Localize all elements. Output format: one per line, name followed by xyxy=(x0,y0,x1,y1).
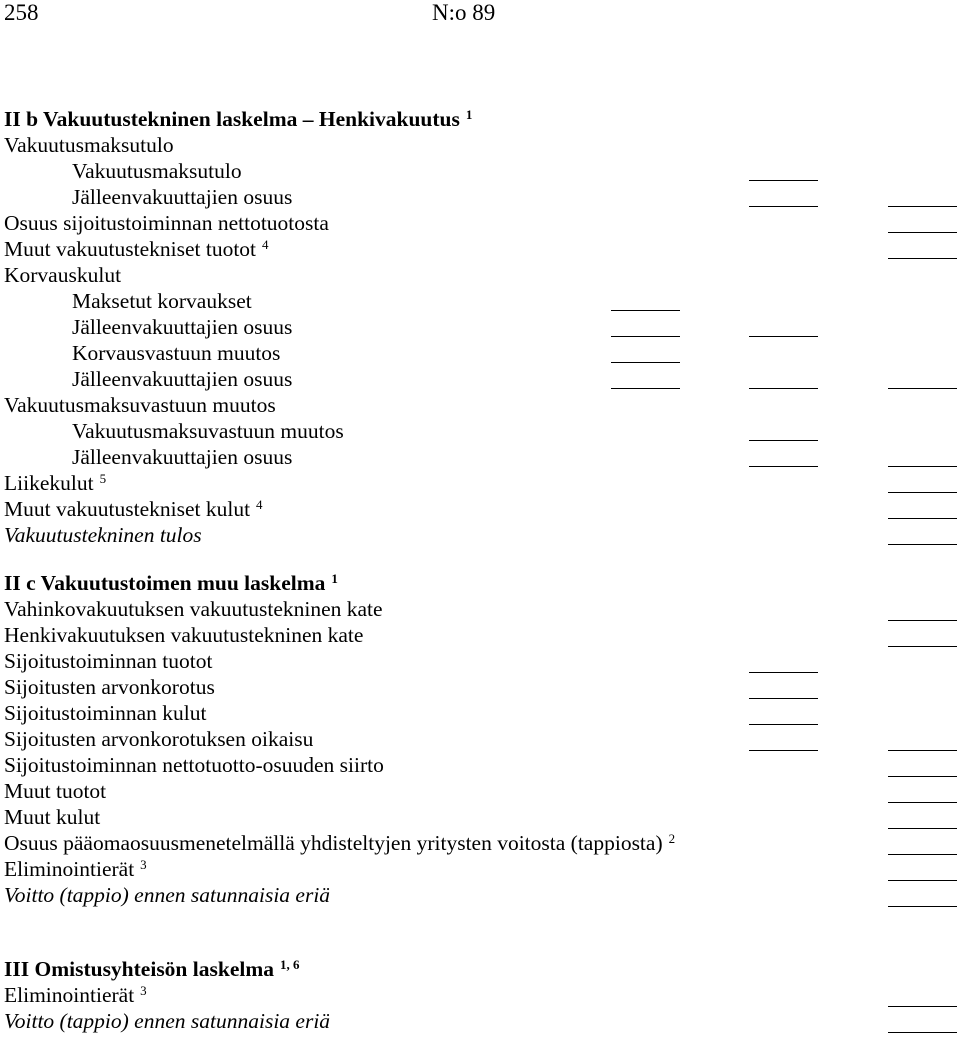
line-sijoitusten-arvonkorotus: Sijoitusten arvonkorotus xyxy=(4,675,215,699)
line-vakuutustekninen-tulos: Vakuutustekninen tulos xyxy=(4,523,202,547)
section-IIb-title: II b Vakuutustekninen laskelma – Henkivakuutus $^1$ xyxy=(4,107,473,131)
line-vakuutusmaksutulo-sub: Vakuutusmaksutulo xyxy=(72,159,242,183)
amount-rule xyxy=(749,466,818,467)
amount-rule xyxy=(888,906,957,907)
amount-rule xyxy=(888,854,957,855)
amount-rule xyxy=(611,388,680,389)
amount-rule xyxy=(888,492,957,493)
footnote-marker: 1 xyxy=(465,107,473,122)
amount-rule xyxy=(888,1032,957,1033)
amount-rule xyxy=(888,518,957,519)
line-muut-tuotot: Muut vakuutustekniset tuotot $^4$ xyxy=(4,237,269,261)
amount-rule xyxy=(749,672,818,673)
amount-rule xyxy=(888,750,957,751)
amount-rule xyxy=(888,620,957,621)
page-number: 258 xyxy=(4,0,39,25)
footnote-marker: 5 xyxy=(99,471,107,486)
line-vakuutusmaksutulo: Vakuutusmaksutulo xyxy=(4,133,174,157)
line-sijoitustoiminnan-tuotot: Sijoitustoiminnan tuotot xyxy=(4,649,213,673)
amount-rule xyxy=(888,880,957,881)
amount-rule xyxy=(749,206,818,207)
amount-rule xyxy=(888,258,957,259)
amount-rule xyxy=(888,646,957,647)
line-nettotuotto-siirto: Sijoitustoiminnan nettotuotto-osuuden siirto xyxy=(4,753,384,777)
line-voitto-ennen-satunnaisia: Voitto (tappio) ennen satunnaisia eriä xyxy=(4,883,331,907)
line-korvauskulut: Korvauskulut xyxy=(4,263,122,287)
line-henkivakuutuksen-kate: Henkivakuutuksen vakuutustekninen kate xyxy=(4,623,364,647)
line-korvausvastuun-muutos: Korvausvastuun muutos xyxy=(72,341,281,365)
line-osuus-paaomaosuus: Osuus pääomaosuusmenetelmällä yhdisteltyjen yritysten voitosta (tappiosta) $^2$ xyxy=(4,831,676,855)
line-maksetut-korvaukset: Maksetut korvaukset xyxy=(72,289,252,313)
line-vahinkovakuutuksen-kate: Vahinkovakuutuksen vakuutustekninen kate xyxy=(4,597,383,621)
section-IIc-title: II c Vakuutustoimen muu laskelma $^1$ xyxy=(4,571,338,595)
footnote-marker: 1 xyxy=(331,571,338,586)
page-header xyxy=(4,0,504,28)
line-jalleenvakuuttajien-osuus: Jälleenvakuuttajien osuus xyxy=(72,315,293,339)
amount-rule xyxy=(888,232,957,233)
footnote-marker: 1, 6 xyxy=(280,957,300,972)
amount-rule xyxy=(888,466,957,467)
line-jalleenvakuuttajien-osuus: Jälleenvakuuttajien osuus xyxy=(72,367,293,391)
amount-rule xyxy=(888,776,957,777)
line-jalleenvakuuttajien-osuus: Jälleenvakuuttajien osuus xyxy=(72,185,293,209)
line-muut-kulut: Muut vakuutustekniset kulut $^4$ xyxy=(4,497,263,521)
amount-rule xyxy=(888,802,957,803)
amount-rule xyxy=(749,180,818,181)
amount-rule xyxy=(749,698,818,699)
line-voitto-ennen-satunnaisia: Voitto (tappio) ennen satunnaisia eriä xyxy=(4,1009,331,1033)
amount-rule xyxy=(888,828,957,829)
line-vakuutusmaksuvastuun-muutos: Vakuutusmaksuvastuun muutos xyxy=(4,393,276,417)
footnote-marker: 2 xyxy=(668,831,676,846)
amount-rule xyxy=(611,336,680,337)
line-eliminointierat: Eliminointierät $^3$ xyxy=(4,857,147,881)
footnote-marker: 3 xyxy=(140,983,147,998)
amount-rule xyxy=(749,724,818,725)
amount-rule xyxy=(888,206,957,207)
line-muut-tuotot: Muut tuotot xyxy=(4,779,107,803)
amount-rule xyxy=(611,310,680,311)
amount-rule xyxy=(611,362,680,363)
amount-rule xyxy=(749,750,818,751)
line-liikekulut: Liikekulut $^5$ xyxy=(4,471,107,495)
series-number: N:o 89 xyxy=(432,0,496,25)
amount-rule xyxy=(888,388,957,389)
line-jalleenvakuuttajien-osuus: Jälleenvakuuttajien osuus xyxy=(72,445,293,469)
line-arvonkorotuksen-oikaisu: Sijoitusten arvonkorotuksen oikaisu xyxy=(4,727,314,751)
footnote-marker: 3 xyxy=(140,857,147,872)
amount-rule xyxy=(749,440,818,441)
amount-rule xyxy=(888,544,957,545)
line-muut-kulut: Muut kulut xyxy=(4,805,101,829)
line-osuus-sijoitustoiminnan: Osuus sijoitustoiminnan nettotuotosta xyxy=(4,211,329,235)
line-sijoitustoiminnan-kulut: Sijoitustoiminnan kulut xyxy=(4,701,207,725)
amount-rule xyxy=(888,1006,957,1007)
amount-rule xyxy=(749,336,818,337)
footnote-marker: 4 xyxy=(256,497,263,512)
section-III-title: III Omistusyhteisön laskelma $^{1, 6}$ xyxy=(4,957,300,981)
line-eliminointierat: Eliminointierät $^3$ xyxy=(4,983,147,1007)
footnote-marker: 4 xyxy=(262,237,269,252)
line-vakuutusmaksuvastuun-muutos-sub: Vakuutusmaksuvastuun muutos xyxy=(72,419,344,443)
amount-rule xyxy=(749,388,818,389)
